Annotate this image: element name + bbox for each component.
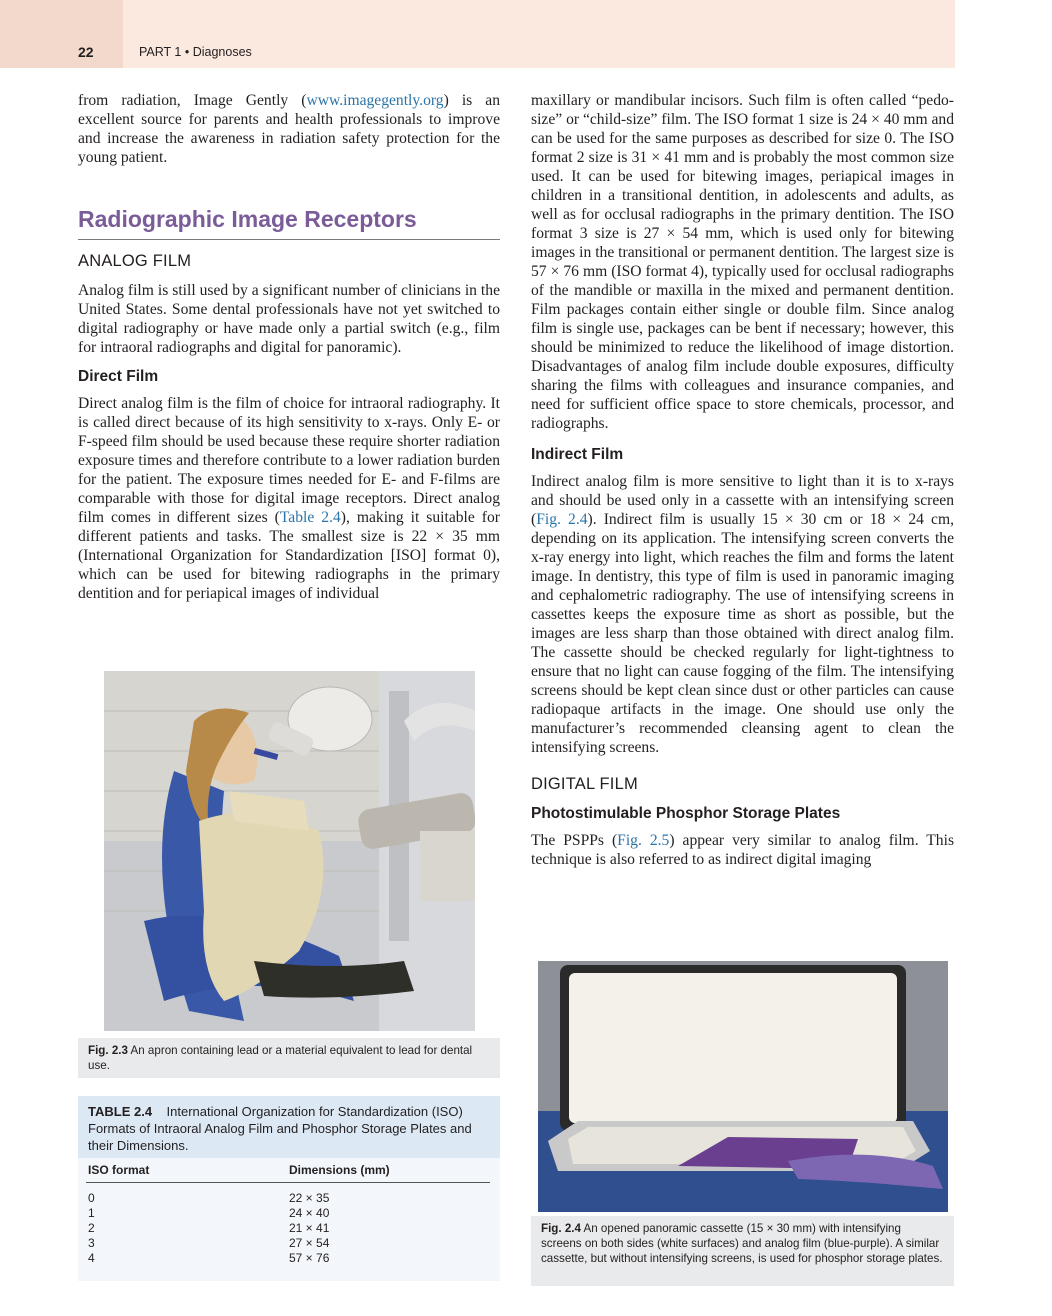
direct-text-post: ), making it suitable for different patients and tasks. The smallest size is 22 × 35 mm (International Organization for Standardization [ISO] format 0), which can be used for bitewing radiographs in the primary dentition and for periapical images of individual <box>78 509 500 602</box>
fig-2-4-caption <box>531 1216 954 1286</box>
apron-patient-photo <box>104 671 475 1031</box>
panoramic-cassette-photo <box>538 961 948 1212</box>
cell-format: 4 <box>88 1251 95 1265</box>
right-column <box>531 91 954 869</box>
fig-2-4-label: Fig. 2.4 <box>541 1222 581 1235</box>
page-number: 22 <box>78 44 94 60</box>
indirect-film-paragraph <box>531 472 954 757</box>
apron-photo-illustration <box>104 671 475 1031</box>
table-row <box>78 1236 500 1251</box>
table-2-4 <box>78 1096 500 1281</box>
col-header-iso-format: ISO format <box>88 1163 150 1177</box>
cell-format: 3 <box>88 1236 95 1250</box>
running-head: PART 1 • Diagnoses <box>139 45 252 59</box>
cassette-photo-illustration <box>538 961 948 1212</box>
indirect-text-post: ). Indirect film is usually 15 × 30 cm or 18 × 24 cm, depending on its application. The intensifying screen converts the x-ray energy into light, which reaches the film and forms the latent image. In dentistry, this type of film is used in panoramic imaging and cephalometric radiography. The use of intensifying screens in cassettes keeps the exposure time as short as possible, but the images are less sharp than those obtained with direct analog film. The cassette should be checked regularly for light-tightness to ensure that no light can cause fogging of the film. The intensifying screens should be kept clean since dust or other particles can cause radiopaque artifacts in the image. One should use only the manufacturer’s recommended cleansing agent to clean the intensifying screens. <box>531 511 954 756</box>
pspp-heading: Photostimulable Phosphor Storage Plates <box>531 805 841 822</box>
cell-format: 0 <box>88 1191 95 1205</box>
table-body <box>78 1158 500 1281</box>
cell-dimensions: 21 × 41 <box>289 1221 330 1235</box>
direct-film-heading: Direct Film <box>78 368 159 385</box>
indirect-text-pre: Indirect analog film is more sensitive to light than it is to x-rays and should be used only in a cassette with an intensifying screen ( <box>531 473 954 528</box>
cell-dimensions: 22 × 35 <box>289 1191 330 1205</box>
fig-2-5-link[interactable]: Fig. 2.5 <box>617 832 670 849</box>
table-label: TABLE 2.4 <box>88 1104 153 1119</box>
table-row <box>78 1191 500 1206</box>
indirect-film-heading: Indirect Film <box>531 446 624 463</box>
intro-text-post: ) is an excellent source for parents and health professionals to improve and increase the awareness in radiation safety protection for the young patient. <box>78 92 500 166</box>
table-title <box>88 1103 490 1154</box>
fig-2-4-link[interactable]: Fig. 2.4 <box>536 511 588 528</box>
section-title: Radiographic Image Receptors <box>78 205 500 240</box>
fig-2-3-caption <box>78 1038 500 1078</box>
pspp-text-pre: The PSPPs ( <box>531 832 618 849</box>
imagegently-link[interactable]: www.imagegently.org <box>306 92 444 109</box>
left-column <box>78 91 500 603</box>
table-row <box>78 1251 500 1266</box>
col-header-dimensions: Dimensions (mm) <box>289 1163 390 1177</box>
intro-text-pre: from radiation, Image Gently ( <box>78 92 307 109</box>
cell-format: 1 <box>88 1206 95 1220</box>
fig-2-4-text: An opened panoramic cassette (15 × 30 mm) with intensifying screens on both sides (white surfaces) and analog film (blue-purple). A similar cassette, but without intensifying screens, is used for phosphor storage plates. <box>541 1222 943 1265</box>
digital-film-heading: DIGITAL FILM <box>531 775 638 793</box>
pspp-paragraph <box>531 831 954 869</box>
header-rule <box>86 1182 490 1183</box>
analog-film-heading: ANALOG FILM <box>78 252 192 270</box>
iso-formats-paragraph: maxillary or mandibular incisors. Such film is often called “pedo-size” or “child-size” film. The ISO format 1 size is 24 × 40 mm and can be used for the same purposes as described for size 0. The ISO format 2 size is 31 × 41 mm and is probably the most common size used. It can be used for bitewing images, periapical images in children in a transitional dentition, in adolescents and adults, as well as for occlusal radiographs in the primary dentition. The ISO format 3 size is 27 × 54 mm, which is used only for bitewing images in the transitional or permanent dentition. The largest size is 57 × 76 mm (ISO format 4), typically used for occlusal radiographs of the mandible or maxilla in the mixed and permanent dentition. Film packages contain either single or double film. Since analog film is single use, packages can be bent if necessary; however, this should be minimized to reduce the likelihood of image distortion. Disadvantages of analog film include double exposures, difficulty sharing the films with colleagues and insurance companies, and need for sufficient office space to store chemicals, processor, and radiographs. <box>531 92 954 432</box>
table-2-4-link[interactable]: Table 2.4 <box>279 509 341 526</box>
table-title-text: International Organization for Standardization (ISO) Formats of Intraoral Analog Film and Phosphor Storage Plates and their Dimensions. <box>88 1104 472 1153</box>
direct-text-pre: Direct analog film is the film of choice for intraoral radiography. It is called direct because of its high sensitivity to x-rays. Only E- or F-speed film should be used because these require shorter radiation exposure times and therefore contribute to a lower radiation burden for the patient. The exposure times needed for E- and F-films are comparable with those for digital image receptors. Direct analog film comes in different sizes ( <box>78 395 500 526</box>
direct-film-paragraph <box>78 394 500 603</box>
fig-2-3-label: Fig. 2.3 <box>88 1044 128 1057</box>
cell-dimensions: 27 × 54 <box>289 1236 330 1250</box>
table-row <box>78 1206 500 1221</box>
header-band-left <box>0 0 123 68</box>
cell-dimensions: 24 × 40 <box>289 1206 330 1220</box>
pspp-text-post: ) appear very similar to analog film. This technique is also referred to as indirect digital imaging <box>531 832 955 868</box>
cell-format: 2 <box>88 1221 95 1235</box>
fig-2-3-text: An apron containing lead or a material equivalent to lead for dental use. <box>88 1044 473 1072</box>
analog-film-paragraph: Analog film is still used by a significant number of clinicians in the United States. Some dental professionals have not yet switched to digital radiography or have made only a partial switch (e.g., film for intraoral radiographs and digital for panoramic). <box>78 282 500 356</box>
table-row <box>78 1221 500 1236</box>
intro-paragraph <box>78 91 500 167</box>
cell-dimensions: 57 × 76 <box>289 1251 330 1265</box>
